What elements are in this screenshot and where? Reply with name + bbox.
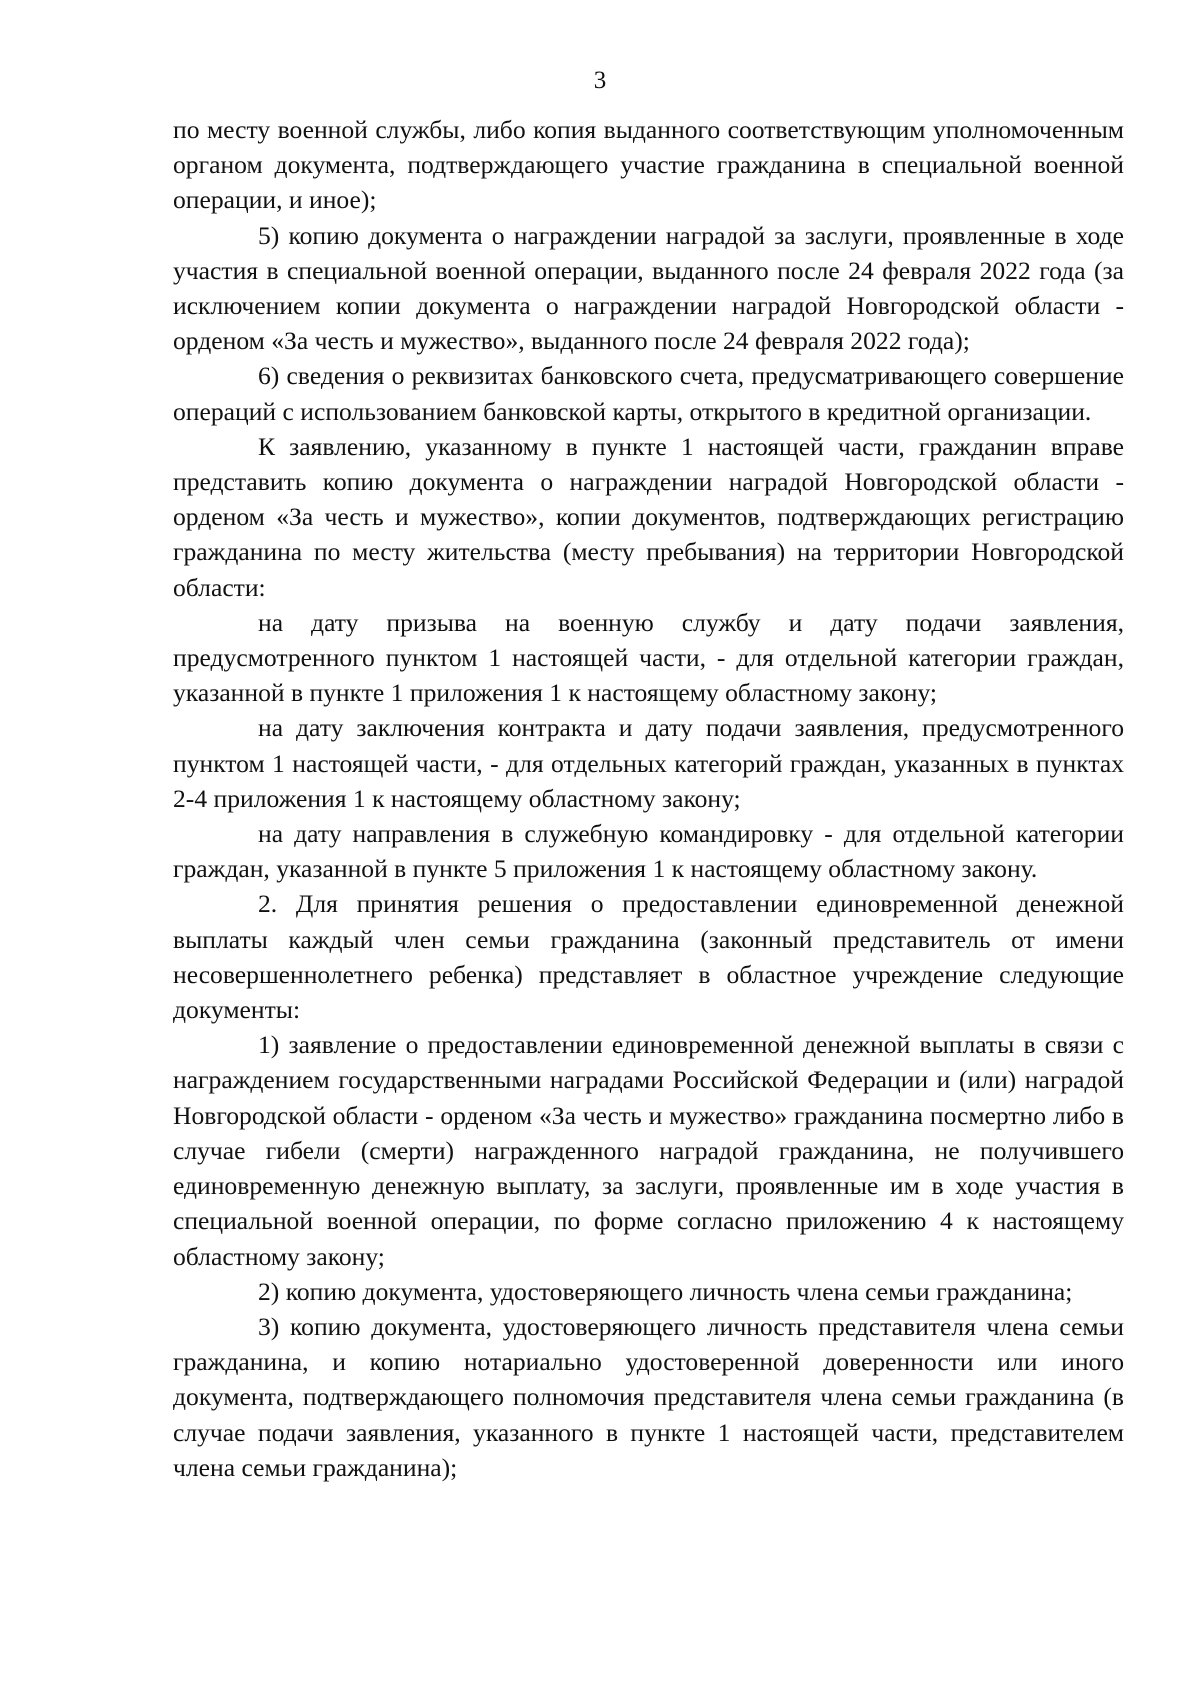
paragraph-item-3-representative: 3) копию документа, удостоверяющего личность представителя члена семьи гражданина, и копию нотариально удостоверенной доверенности или иного документа, подтверждающего полномочия представителя члена семьи гражданина (в случае подачи заявления, указанного в пункте 1 настоящей части, представителем члена семьи гражданина); (173, 1311, 1124, 1482)
paragraph-business-trip-date: на дату направления в служебную командировку - для отдельной категории граждан, указанной в пункте 5 приложения 1 к настоящему областному закону. (173, 819, 1124, 884)
paragraph-section-2: 2. Для принятия решения о предоставлении единовременной денежной выплаты каждый член семьи гражданина (законный представитель от имени несовершеннолетнего ребенка) представляет в областное учреждение следующие документы: (173, 889, 1124, 1025)
paragraph-item-2-identity: 2) копию документа, удостоверяющего личность члена семьи гражданина; (258, 1276, 1073, 1306)
paragraph-item-1-application: 1) заявление о предоставлении единовременной денежной выплаты в связи с награждением государственными наградами Российской Федерации и (или) наградой Новгородской области - орденом «За честь и мужество» гражданина посмертно либо в случае гибели (смерти) награжденного наградой гражданина, не получившего единовременную денежную выплату, за заслуги, проявленные им в ходе участия в специальной военной операции, по форме согласно приложению 4 к настоящему областному закону; (173, 1030, 1124, 1271)
paragraph-contract-date: на дату заключения контракта и дату подачи заявления, предусмотренного пунктом 1 настоящей части, - для отдельных категорий граждан, указанных в пунктах 2-4 приложения 1 к настоящему областному закону; (173, 713, 1124, 813)
paragraph-item-5: 5) копию документа о награждении наградой за заслуги, проявленные в ходе участия в специальной военной операции, выданного после 24 февраля 2022 года (за исключением копии документа о награждении наградой Новгородской области - орденом «За честь и мужество», выданного после 24 февраля 2022 года); (173, 220, 1124, 356)
paragraph-continuation: по месту военной службы, либо копия выданного соответствующим уполномоченным органом документа, подтверждающего участие гражданина в специальной военной операции, и иное); (173, 115, 1124, 215)
paragraph-item-6: 6) сведения о реквизитах банковского счета, предусматривающего совершение операций с использованием банковской карты, открытого в кредитной организации. (173, 361, 1124, 426)
paragraph-conscription-date: на дату призыва на военную службу и дату подачи заявления, предусмотренного пунктом 1 настоящей части, - для отдельной категории граждан, указанной в пункте 1 приложения 1 к настоящему областному закону; (173, 607, 1124, 708)
document-body (173, 112, 1124, 1485)
paragraph-optional-documents: К заявлению, указанному в пункте 1 настоящей части, гражданин вправе представить копию документа о награждении наградой Новгородской области - орденом «За честь и мужество», копии документов, подтверждающих регистрацию гражданина по месту жительства (месту пребывания) на территории Новгородской области: (173, 431, 1124, 602)
page-number: 3 (593, 67, 607, 94)
